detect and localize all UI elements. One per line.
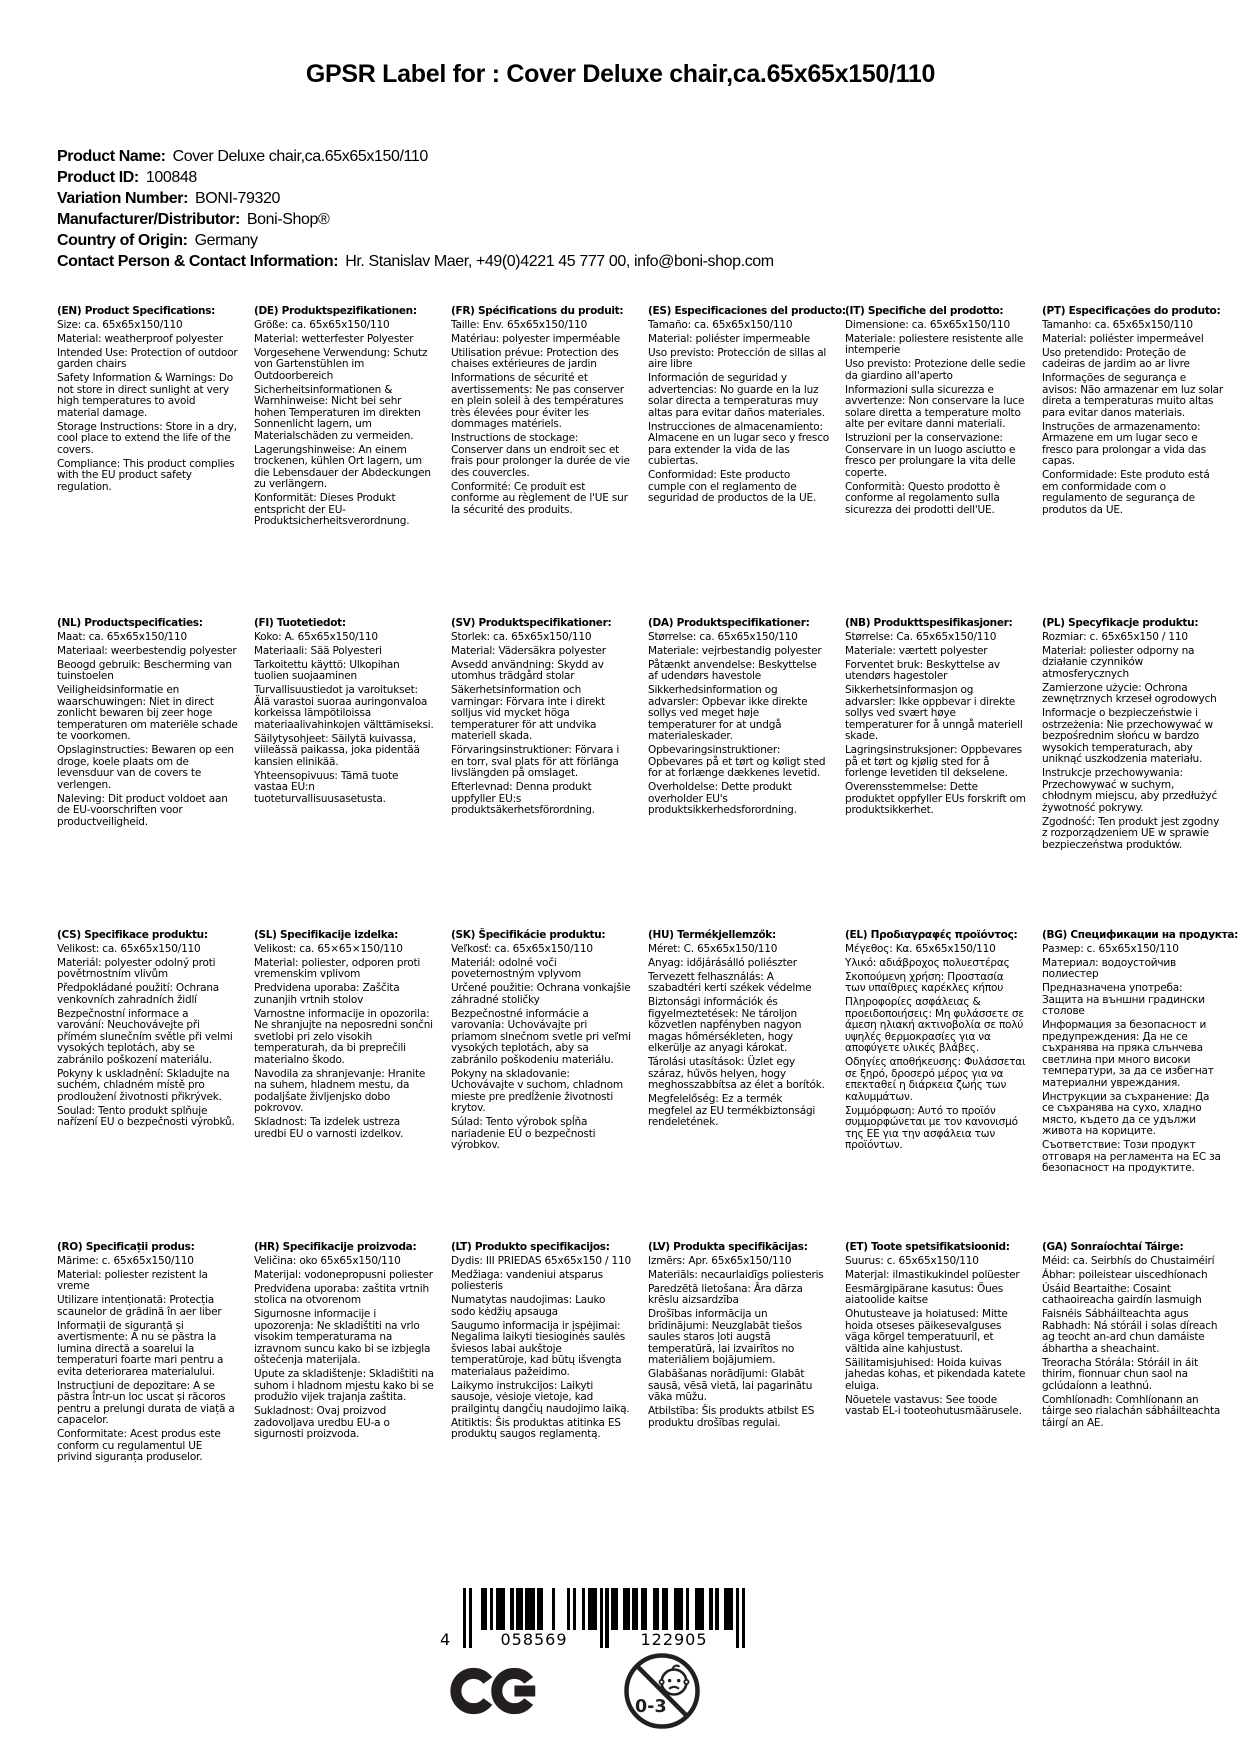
- spec-paragraph: Predviđena uporaba: zaštita vrtnih stolica na otvorenom: [254, 1282, 429, 1306]
- spec-paragraph: Předpokládané použití: Ochrana venkovních zahradních židlí: [57, 982, 220, 1006]
- spec-paragraph: Förvaringsinstruktioner: Förvara i en torr, sval plats för att förlänga livslängden på omslaget.: [451, 744, 620, 779]
- spec-paragraph: Suurus: c. 65x65x150/110: [845, 1254, 979, 1267]
- spec-paragraph: Určené použitie: Ochrana vonkajšie záhradné stoličky: [451, 982, 631, 1006]
- spec-paragraph: Biztonsági információk és figyelmeztetések: Ne tároljon közvetlen napfényben nagyon magas hőmérsékleten, hogy elkerülje az anyagi károkat.: [648, 996, 802, 1054]
- field-label: Variation Number:: [57, 190, 189, 207]
- spec-paragraph: Méret: C. 65x65x150/110: [648, 942, 778, 955]
- barcode-left-digits: 058569: [500, 1630, 568, 1649]
- spec-paragraph: Bezpečnostní informace a varování: Neuchovávejte při přímém slunečním světle při velmi vysokých teplotách, aby se zabránilo poškození materiálu.: [57, 1007, 233, 1066]
- field-value: Hr. Stanislav Maer, +49(0)4221 45 777 00, info@boni-shop.com: [345, 253, 774, 270]
- spec-paragraph: Faisnéis Sábháilteachta agus Rabhadh: Ná stóráil i solas díreach ag teocht an-ard chun damáiste ábhartha a sheachaint.: [1042, 1308, 1218, 1355]
- spec-paragraph: Atbilstība: Šis produkts atbilst ES produktu drošības regulai.: [648, 1405, 815, 1429]
- spec-paragraph: Lagringsinstruksjoner: Oppbevares på et tørt og kjølig sted for å forlenge levetiden til dekselene.: [845, 744, 1022, 779]
- spec-paragraph: Μέγεθος: Κα. 65x65x150/110: [845, 942, 996, 955]
- spec-paragraph: Material: poliéster impermeable: [648, 332, 810, 345]
- product-info: [57, 146, 774, 272]
- spec-paragraph: Conformidade: Este produto está em conformidade com o regulamento de segurança de produtos da UE.: [1042, 469, 1210, 516]
- spec-paragraph: Opbevaringsinstruktioner: Opbevares på et tørt og køligt sted for at forlænge dækkenes levetid.: [648, 744, 826, 779]
- spec-cell-cs: [57, 930, 254, 1242]
- spec-cell-de: [254, 306, 451, 618]
- spec-header: (CS) Specifikace produktu:: [57, 929, 208, 941]
- spec-paragraph: Size: ca. 65x65x150/110: [57, 318, 183, 331]
- spec-paragraph: Storlek: ca. 65x65x150/110: [451, 630, 592, 643]
- spec-paragraph: Säilitamisjuhised: Hoida kuivas jahedas kohas, et pikendada katete eluiga.: [845, 1356, 1026, 1392]
- spec-paragraph: Forventet bruk: Beskyttelse av utendørs hagestoler: [845, 658, 1000, 682]
- spec-paragraph: Materiale: vejrbestandig polyester: [648, 644, 822, 657]
- spec-paragraph: Instructions de stockage: Conserver dans un endroit sec et frais pour prolonger la durée de vie des couvercles.: [451, 432, 630, 479]
- spec-header: (BG) Спецификации на продукта:: [1042, 929, 1239, 941]
- spec-paragraph: Инструкции за съхранение: Да се съхранява на сухо, хладно място, където да се удължи живота на кориците.: [1042, 1090, 1210, 1137]
- barcode-bar: [519, 1588, 522, 1630]
- spec-header: (NL) Productspecificaties:: [57, 617, 203, 629]
- field-value: Germany: [194, 232, 258, 249]
- spec-paragraph: Turvallisuustiedot ja varoitukset: Älä varastoi suoraa auringonvaloa korkeissa lämpötiloissa materiaalivahinkojen välttämiseksi.: [254, 684, 434, 731]
- spec-paragraph: Informazioni sulla sicurezza e avvertenze: Non conservare la luce solare diretta a temperature molto alte per evitare danni materiali.: [845, 383, 1025, 430]
- spec-paragraph: Συμμόρφωση: Αυτό το προϊόν συμμορφώνεται με τον κανονισμό της ΕΕ για την ασφάλεια των προϊόντων.: [845, 1104, 1018, 1151]
- spec-paragraph: Conformidad: Este producto cumple con el reglamento de seguridad de productos de la UE.: [648, 469, 817, 504]
- spec-paragraph: Skladnost: Ta izdelek ustreza uredbi EU o varnosti izdelkov.: [254, 1116, 404, 1140]
- spec-paragraph: Sicherheitsinformationen & Warnhinweise: Nicht bei sehr hohen Temperaturen im direkten Sonnenlicht lagern, um Materialschäden zu vermeiden.: [254, 383, 421, 442]
- age-warning-icon: [622, 1651, 702, 1731]
- spec-paragraph: Navodila za shranjevanje: Hranite na suhem, hladnem mestu, da podaljšate življenjsko dobo pokrovov.: [254, 1067, 426, 1114]
- product-info-row: [57, 146, 774, 167]
- spec-header: (LV) Produkta specifikācijas:: [648, 1241, 808, 1253]
- spec-paragraph: Materiál: polyester odolný proti povětrnostním vlivům: [57, 956, 216, 980]
- spec-paragraph: Glabāšanas norādījumi: Glabāt sausā, vēsā vietā, lai pagarinātu vāka mūžu.: [648, 1368, 813, 1403]
- spec-paragraph: Veličina: oko 65x65x150/110: [254, 1254, 401, 1267]
- spec-paragraph: Materiāls: necaurlaidīgs poliesteris: [648, 1268, 824, 1281]
- spec-cell-nb: [845, 618, 1042, 930]
- field-value: Boni-Shop®: [246, 211, 330, 228]
- spec-paragraph: Opslaginstructies: Bewaren op een droge, koele plaats om de levensduur van de covers te verlengen.: [57, 744, 234, 791]
- spec-paragraph: Medžiaga: vandeniui atsparus poliesteris: [451, 1268, 603, 1292]
- spec-paragraph: Materiaal: weerbestendig polyester: [57, 644, 237, 657]
- spec-paragraph: Mărime: c. 65x65x150/110: [57, 1254, 194, 1267]
- spec-paragraph: Zgodność: Ten produkt jest zgodny z rozporządzeniem UE w sprawie bezpieczeństwa produktów.: [1042, 815, 1220, 851]
- spec-paragraph: Material: poliéster impermeável: [1042, 332, 1204, 345]
- barcode-bar: [594, 1588, 597, 1630]
- spec-paragraph: Pokyny na skladovanie: Uchovávajte v suchom, chladnom mieste pre predĺženie životnosti krytov.: [451, 1067, 623, 1114]
- spec-cell-fi: [254, 618, 451, 930]
- field-label: Product Name:: [57, 148, 166, 165]
- spec-paragraph: Overensstemmelse: Dette produktet oppfyller EUs forskrift om produktsikkerhet.: [845, 781, 1026, 816]
- spec-paragraph: Conformitate: Acest produs este conform cu regulamentul UE privind siguranța produselor.: [57, 1428, 221, 1463]
- spec-cell-et: [845, 1242, 1042, 1554]
- spec-paragraph: Instruções de armazenamento: Armazene em um lugar seco e fresco para prolongar a vida das capas.: [1042, 420, 1206, 467]
- spec-paragraph: Drošības informācija un brīdinājumi: Neuzglabāt tiešos saules staros ļoti augstā temperatūrā, lai izvairītos no materiāliem bojājumiem.: [648, 1308, 803, 1366]
- spec-paragraph: Informations de sécurité et avertissements: Ne pas conserver en plein soleil à des températures très élevées pour éviter les dommages matériels.: [451, 372, 624, 430]
- spec-paragraph: Material: weatherproof polyester: [57, 332, 223, 345]
- spec-cell-da: [648, 618, 845, 930]
- spec-cell-lv: [648, 1242, 845, 1554]
- spec-paragraph: Izmērs: Apr. 65x65x150/110: [648, 1254, 792, 1267]
- spec-paragraph: Safety Information & Warnings: Do not store in direct sunlight at very high temperatures to avoid material damage.: [57, 372, 233, 419]
- spec-paragraph: Zamierzone użycie: Ochrona zewnętrznych krzeseł ogrodowych: [1042, 681, 1217, 705]
- spec-paragraph: Numatytas naudojimas: Lauko sodo kėdžių apsauga: [451, 1294, 606, 1318]
- barcode-bar: [540, 1588, 543, 1630]
- spec-header: (SV) Produktspecifikationer:: [451, 617, 612, 629]
- spec-header: (DE) Produktspezifikationen:: [254, 305, 417, 317]
- barcode-bar: [582, 1588, 585, 1630]
- spec-cell-pl: [1042, 618, 1239, 930]
- ce-mark-icon: [450, 1659, 538, 1723]
- spec-paragraph: Eesmärgipärane kasutus: Õues aiatoolide kaitse: [845, 1282, 1004, 1306]
- spec-paragraph: Съответствие: Този продукт отговаря на регламента на ЕС за безопасност на продуктите.: [1042, 1139, 1221, 1174]
- barcode-bar: [715, 1588, 718, 1630]
- spec-paragraph: Ábhar: poileistear uiscedhíonach: [1042, 1268, 1208, 1281]
- field-label: Product ID:: [57, 169, 139, 186]
- spec-cell-lt: [451, 1242, 648, 1554]
- spec-paragraph: Materiał: poliester odporny na działanie czynników atmosferycznych: [1042, 644, 1195, 680]
- spec-paragraph: Comhlíonadh: Comhlíonann an táirge seo rialachán sábháilteachta táirgí an AE.: [1042, 1393, 1221, 1429]
- spec-cell-es: [648, 306, 845, 618]
- spec-header: (PL) Specyfikacje produktu:: [1042, 617, 1199, 629]
- spec-cell-it: [845, 306, 1042, 618]
- spec-paragraph: Veiligheidsinformatie en waarschuwingen: Niet in direct zonlicht bewaren bij zeer hoge temperaturen om materiële schade te voorkomen.: [57, 684, 238, 742]
- product-info-row: [57, 251, 774, 272]
- barcode-bar: [484, 1588, 487, 1630]
- spec-paragraph: Méid: ca. Seirbhís do Chustaiméirí: [1042, 1254, 1215, 1267]
- spec-paragraph: Größe: ca. 65x65x150/110: [254, 318, 390, 331]
- barcode-bar: [736, 1588, 739, 1648]
- spec-header: (PT) Especificações do produto:: [1042, 305, 1221, 317]
- barcode-bar: [709, 1588, 712, 1630]
- spec-paragraph: Sukladnost: Ovaj proizvod zadovoljava uredbu EU-a o sigurnosti proizvoda.: [254, 1405, 390, 1440]
- spec-paragraph: Dimensione: ca. 65x65x150/110: [845, 318, 1010, 331]
- barcode-bar: [700, 1588, 703, 1630]
- spec-paragraph: Säkerhetsinformation och varningar: Förvara inte i direkt solljus vid mycket höga temperaturer för att undvika materiell skada.: [451, 684, 605, 742]
- spec-paragraph: Dydis: III PRIEDAS 65x65x150 / 110: [451, 1254, 631, 1267]
- spec-paragraph: Πληροφορίες ασφάλειας & προειδοποιήσεις: Μη φυλάσσετε σε άμεση ηλιακή ακτινοβολία σε πολύ υψηλές θερμοκρασίες για να αποφύγετε υλικές βλάβες.: [845, 996, 1024, 1054]
- barcode-bar: [742, 1588, 745, 1648]
- spec-paragraph: Konformität: Dieses Produkt entspricht der EU-Produktsicherheitsverordnung.: [254, 492, 410, 527]
- spec-paragraph: Megfelelőség: Ez a termék megfelel az EU termékbiztonsági rendeletének.: [648, 1093, 816, 1128]
- field-value: 100848: [145, 169, 197, 186]
- spec-header: (HU) Termékjellemzők:: [648, 929, 776, 941]
- spec-paragraph: Υλικό: αδιάβροχος πολυεστέρας: [845, 956, 1010, 969]
- spec-paragraph: Paredzētā lietošana: Āra dārza krēslu aizsardzība: [648, 1282, 803, 1306]
- spec-header: (EN) Product Specifications:: [57, 305, 216, 317]
- product-info-row: [57, 209, 774, 230]
- spec-paragraph: Utilisation prévue: Protection des chaises extérieures de jardin: [451, 346, 619, 370]
- spec-paragraph: Информация за безопасност и предупреждения: Да не се съхранява на пряка слънчева светлина при много високи температури, за да се избегнат материални увреждания.: [1042, 1019, 1214, 1089]
- barcode-bar: [567, 1588, 570, 1630]
- spec-paragraph: Materiál: odolné voči poveternostným vplyvom: [451, 956, 582, 980]
- product-info-row: [57, 188, 774, 209]
- spec-header: (EL) Προδιαγραφές προϊόντος:: [845, 929, 1018, 941]
- spec-paragraph: Предназначена употреба: Защита на външни градински столове: [1042, 982, 1205, 1017]
- spec-paragraph: Predvidena uporaba: Zaščita zunanjih vrtnih stolov: [254, 982, 400, 1006]
- spec-paragraph: Nõuetele vastavus: See toode vastab EL-i tooteohutusmäärusele.: [845, 1393, 1022, 1417]
- spec-paragraph: Material: wetterfester Polyester: [254, 332, 414, 345]
- spec-paragraph: Σκοπούμενη χρήση: Προστασία των υπαίθριες καρέκλες κήπου: [845, 970, 1004, 994]
- barcode-bar: [573, 1588, 576, 1630]
- spec-paragraph: Tamanho: ca. 65x65x150/110: [1042, 318, 1193, 331]
- barcode-bar: [730, 1588, 733, 1630]
- spec-paragraph: Compliance: This product complies with the EU product safety regulation.: [57, 457, 235, 493]
- spec-paragraph: Informacje o bezpieczeństwie i ostrzeżenia: Nie przechowywać w bezpośrednim słońcu w bardzo wysokich temperaturach, aby uniknąć uszkodzenia materiału.: [1042, 707, 1213, 765]
- spec-cell-hr: [254, 1242, 451, 1554]
- spec-paragraph: Materiale: poliestere resistente alle intemperie: [845, 332, 1024, 356]
- barcode-bar: [635, 1588, 638, 1630]
- spec-paragraph: Utilizare intenționată: Protecția scaunelor de grădină în aer liber: [57, 1294, 222, 1318]
- spec-paragraph: Saugumo informacija ir įspėjimai: Negalima laikyti tiesioginės saulės šviesos labai aukštoje temperatūroje, kad būtų išvengta materialaus pažeidimo.: [451, 1319, 626, 1378]
- spec-paragraph: Storage Instructions: Store in a dry, cool place to extend the life of the covers.: [57, 420, 237, 456]
- field-label: Manufacturer/Distributor:: [57, 211, 240, 228]
- spec-paragraph: Sikkerhetsinformasjon og advarsler: Ikke oppbevar i direkte sollys ved svært høye temperaturer for å unngå materiell skade.: [845, 684, 1023, 742]
- spec-paragraph: Información de seguridad y advertencias: No guarde en la luz solar directa a temperaturas muy altas para evitar daños materiales.: [648, 372, 825, 419]
- barcode-bar: [656, 1588, 659, 1630]
- baby-face-icon: [662, 1670, 687, 1695]
- barcode-bar: [626, 1588, 629, 1630]
- spec-cell-bg: [1042, 930, 1239, 1242]
- barcode-bar: [463, 1588, 466, 1648]
- barcode-bar: [680, 1588, 683, 1630]
- spec-paragraph: Velikost: ca. 65x65x150/110: [57, 942, 201, 955]
- spec-paragraph: Material: poliester, odporen proti vremenskim vplivom: [254, 956, 421, 980]
- spec-paragraph: Beoogd gebruik: Bescherming van tuinstoelen: [57, 658, 232, 682]
- spec-paragraph: Overholdelse: Dette produkt overholder EU's produktsikkerhedsforordning.: [648, 781, 797, 816]
- spec-paragraph: Material: poliester rezistent la vreme: [57, 1268, 208, 1292]
- spec-paragraph: Naleving: Dit product voldoet aan de EU-voorschriften voor productveiligheid.: [57, 792, 228, 828]
- page-title: GPSR Label for : Cover Deluxe chair,ca.65x65x150/110: [305, 60, 936, 88]
- spec-paragraph: Efterlevnad: Denna produkt uppfyller EU:s produktsäkerhetsförordning.: [451, 781, 595, 816]
- barcode-bar: [490, 1588, 493, 1630]
- spec-header: (NB) Produkttspesifikasjoner:: [845, 617, 1013, 629]
- spec-paragraph: Uso pretendido: Proteção de cadeiras de jardim ao ar livre: [1042, 346, 1190, 370]
- barcode-bar: [614, 1588, 617, 1630]
- barcode-bar: [510, 1588, 513, 1630]
- spec-header: (FR) Spécifications du produit:: [451, 305, 624, 317]
- field-value: BONI-79320: [195, 190, 280, 207]
- spec-paragraph: Størrelse: Ca. 65x65x150/110: [845, 630, 997, 643]
- spec-paragraph: Tervezett felhasználás: A szabadtéri kerti székek védelme: [648, 970, 812, 994]
- spec-paragraph: Instrucciones de almacenamiento: Almacene en un lugar seco y fresco para extender la vida de las cubiertas.: [648, 420, 830, 467]
- spec-cell-sv: [451, 618, 648, 930]
- barcode-right-digits: 122905: [640, 1630, 708, 1649]
- spec-header: (RO) Specificații produs:: [57, 1241, 195, 1253]
- spec-header: (FI) Tuotetiedot:: [254, 617, 346, 629]
- spec-paragraph: Lagerungshinweise: An einem trockenen, kühlen Ort lagern, um die Lebensdauer der Abdeckungen zu verlängern.: [254, 443, 431, 490]
- spec-paragraph: Laikymo instrukcijos: Laikyti sausoje, vėsioje vietoje, kad prailgintų dangčių naudojimo laiką.: [451, 1379, 630, 1415]
- spec-paragraph: Pokyny k uskladnění: Skladujte na suchém, chladném místě pro prodloužení životnosti přikrývek.: [57, 1067, 230, 1103]
- spec-header: (ET) Toote spetsifikatsioonid:: [845, 1241, 1010, 1253]
- spec-header: (ES) Especificaciones del producto:: [648, 305, 846, 317]
- field-label: Country of Origin:: [57, 232, 188, 249]
- spec-header: (IT) Specifiche del prodotto:: [845, 305, 1004, 317]
- product-info-row: [57, 167, 774, 188]
- spec-paragraph: Conformità: Questo prodotto è conforme al regolamento sulla sicurezza dei prodotti dell'UE.: [845, 480, 1000, 516]
- spec-paragraph: Vorgesehene Verwendung: Schutz von Gartenstühlen im Outdoorbereich: [254, 346, 428, 382]
- spec-header: (DA) Produktspecifikationer:: [648, 617, 810, 629]
- barcode-bar: [686, 1588, 689, 1630]
- spec-paragraph: Treoracha Stórála: Stóráil in áit thirim, fionnuar chun saol na gclúdaíonn a leathnú.: [1042, 1356, 1198, 1392]
- barcode-bar: [552, 1588, 555, 1630]
- spec-header: (HR) Specifikacije proizvoda:: [254, 1241, 417, 1253]
- spec-cell-fr: [451, 306, 648, 618]
- spec-paragraph: Materjal: ilmastikukindel polüester: [845, 1268, 1020, 1281]
- spec-paragraph: Taille: Env. 65x65x150/110: [451, 318, 588, 331]
- spec-paragraph: Veľkosť: ca. 65x65x150/110: [451, 942, 593, 955]
- spec-paragraph: Varnostne informacije in opozorila: Ne shranjujte na neposredni sončni svetlobi pri zelo visokih temperaturah, da bi preprečili materialno škodo.: [254, 1007, 433, 1066]
- spec-paragraph: Matériau: polyester imperméable: [451, 332, 621, 345]
- spec-paragraph: Tamaño: ca. 65x65x150/110: [648, 318, 793, 331]
- field-label: Contact Person & Contact Information:: [57, 253, 339, 270]
- spec-cell-hu: [648, 930, 845, 1242]
- spec-cell-nl: [57, 618, 254, 930]
- spec-paragraph: Conformité: Ce produit est conforme au règlement de l'UE sur la sécurité des produits.: [451, 480, 628, 516]
- spec-paragraph: Uso previsto: Protezione delle sedie da giardino all'aperto: [845, 358, 1026, 382]
- spec-paragraph: Tarkoitettu käyttö: Ulkopihan tuolien suojaaminen: [254, 658, 400, 682]
- spec-paragraph: Uso previsto: Protección de sillas al aire libre: [648, 346, 827, 370]
- spec-paragraph: Tárolási utasítások: Üzlet egy száraz, hűvös helyen, hogy meghosszabbítsa az élet a borítók.: [648, 1056, 825, 1091]
- product-info-row: [57, 230, 774, 251]
- spec-paragraph: Instrukcje przechowywania: Przechowywać w suchym, chłodnym miejscu, aby przedłużyć żywotność pokrywy.: [1042, 767, 1218, 814]
- spec-paragraph: Rozmiar: c. 65x65x150 / 110: [1042, 630, 1188, 643]
- spec-paragraph: Materiaali: Sää Polyesteri: [254, 644, 382, 657]
- spec-paragraph: Anyag: időjárásálló poliészter: [648, 956, 797, 969]
- spec-paragraph: Ohutusteave ja hoiatused: Mitte hoida otseses päikesevalguses väga kõrgel temperatuuril, et vältida aine kahjustust.: [845, 1308, 1008, 1355]
- spec-paragraph: Upute za skladištenje: Skladištiti na suhom i hladnom mjestu kako bi se produžio vijek trajanja zaštita.: [254, 1368, 434, 1403]
- spec-paragraph: Yhteensopivuus: Tämä tuote vastaa EU:n tuoteturvallisuusasetusta.: [254, 769, 399, 805]
- spec-paragraph: Intended Use: Protection of outdoor garden chairs: [57, 346, 238, 370]
- ean-barcode: [440, 1588, 746, 1650]
- spec-paragraph: Materiale: værtett polyester: [845, 644, 988, 657]
- spec-paragraph: Soulad: Tento produkt splňuje nařízení EU o bezpečnosti výrobků.: [57, 1104, 235, 1128]
- spec-cell-sl: [254, 930, 451, 1242]
- barcode-bar: [644, 1588, 647, 1630]
- spec-paragraph: Οδηγίες αποθήκευσης: Φυλάσσεται σε ξηρό, δροσερό μέρος για να επεκταθεί η διάρκεια ζωής των καλυμμάτων.: [845, 1056, 1026, 1103]
- spec-paragraph: Istruzioni per la conservazione: Conservare in un luogo asciutto e fresco per prolungare la vita delle coperte.: [845, 432, 1016, 479]
- spec-header: (LT) Produkto specifikacijos:: [451, 1241, 610, 1253]
- spec-paragraph: Материал: водоустойчив полиестер: [1042, 956, 1177, 980]
- spec-paragraph: Informações de segurança e avisos: Não armazenar em luz solar direta a temperaturas muito altas para evitar danos materiais.: [1042, 372, 1224, 419]
- barcode-bar: [605, 1588, 608, 1648]
- spec-paragraph: Размер: c. 65x65x150/110: [1042, 942, 1179, 955]
- spec-paragraph: Informații de siguranță și avertismente: A nu se păstra la lumina directă a soarelui la temperaturi foarte mari pentru a evita deteriorarea materialului.: [57, 1319, 224, 1378]
- spec-paragraph: Bezpečnostné informácie a varovania: Uchovávajte pri priamom slnečnom svetle pri veľmi vysokých teplotách, aby sa zabránilo poškodeniu materiálu.: [451, 1007, 631, 1066]
- spec-cell-ro: [57, 1242, 254, 1554]
- barcode-bar: [502, 1588, 505, 1630]
- spec-cell-en: [57, 306, 254, 618]
- spec-cell-sk: [451, 930, 648, 1242]
- barcode-first-digit: 4: [440, 1630, 451, 1649]
- spec-paragraph: Materijal: vodonepropusni poliester: [254, 1268, 433, 1281]
- barcode-bar: [600, 1588, 603, 1648]
- spec-paragraph: Påtænkt anvendelse: Beskyttelse af udendørs havestole: [648, 658, 817, 682]
- spec-cell-pt: [1042, 306, 1239, 618]
- spec-paragraph: Avsedd användning: Skydd av utomhus trädgård stolar: [451, 658, 604, 682]
- barcode-bar: [665, 1588, 668, 1630]
- field-value: Cover Deluxe chair,ca.65x65x150/110: [172, 148, 428, 165]
- spec-paragraph: Material: Vädersäkra polyester: [451, 644, 606, 657]
- specs-grid: [57, 306, 1239, 1554]
- spec-paragraph: Úsáid Beartaithe: Cosaint cathaoireacha gairdín lasmuigh: [1042, 1282, 1202, 1306]
- spec-header: (SL) Specifikacije izdelka:: [254, 929, 399, 941]
- spec-header: (SK) Špecifikácie produktu:: [451, 929, 606, 941]
- spec-paragraph: Súlad: Tento výrobok spĺňa nariadenie EÚ o bezpečnosti výrobkov.: [451, 1116, 596, 1151]
- spec-paragraph: Størrelse: ca. 65x65x150/110: [648, 630, 798, 643]
- spec-cell-el: [845, 930, 1042, 1242]
- spec-paragraph: Maat: ca. 65x65x150/110: [57, 630, 187, 643]
- spec-header: (GA) Sonraíochtaí Táirge:: [1042, 1241, 1184, 1253]
- spec-paragraph: Atitiktis: Šis produktas atitinka ES produktų saugos reglamentą.: [451, 1416, 621, 1440]
- barcode-bar: [531, 1588, 534, 1630]
- spec-cell-ga: [1042, 1242, 1239, 1554]
- spec-paragraph: Velikost: ca. 65×65×150/110: [254, 942, 403, 955]
- spec-paragraph: Instrucțiuni de depozitare: A se păstra într-un loc uscat și răcoros pentru a prelungi durata de viață a capacelor.: [57, 1379, 235, 1426]
- spec-paragraph: Koko: A. 65x65x150/110: [254, 630, 378, 643]
- spec-paragraph: Sigurnosne informacije i upozorenja: Ne skladištiti na vrlo visokim temperaturama na izravnom suncu kako bi se izbjegla oštećenja materijala.: [254, 1308, 431, 1366]
- spec-paragraph: Säilytysohjeet: Säilytä kuivassa, viileässä paikassa, joka pidentää kansien elinikää.: [254, 732, 420, 768]
- age-warning-label: 0-3: [635, 1697, 667, 1717]
- spec-paragraph: Sikkerhedsinformation og advarsler: Opbevar ikke direkte sollys ved meget høje temperaturer for at undgå materialeskader.: [648, 684, 808, 742]
